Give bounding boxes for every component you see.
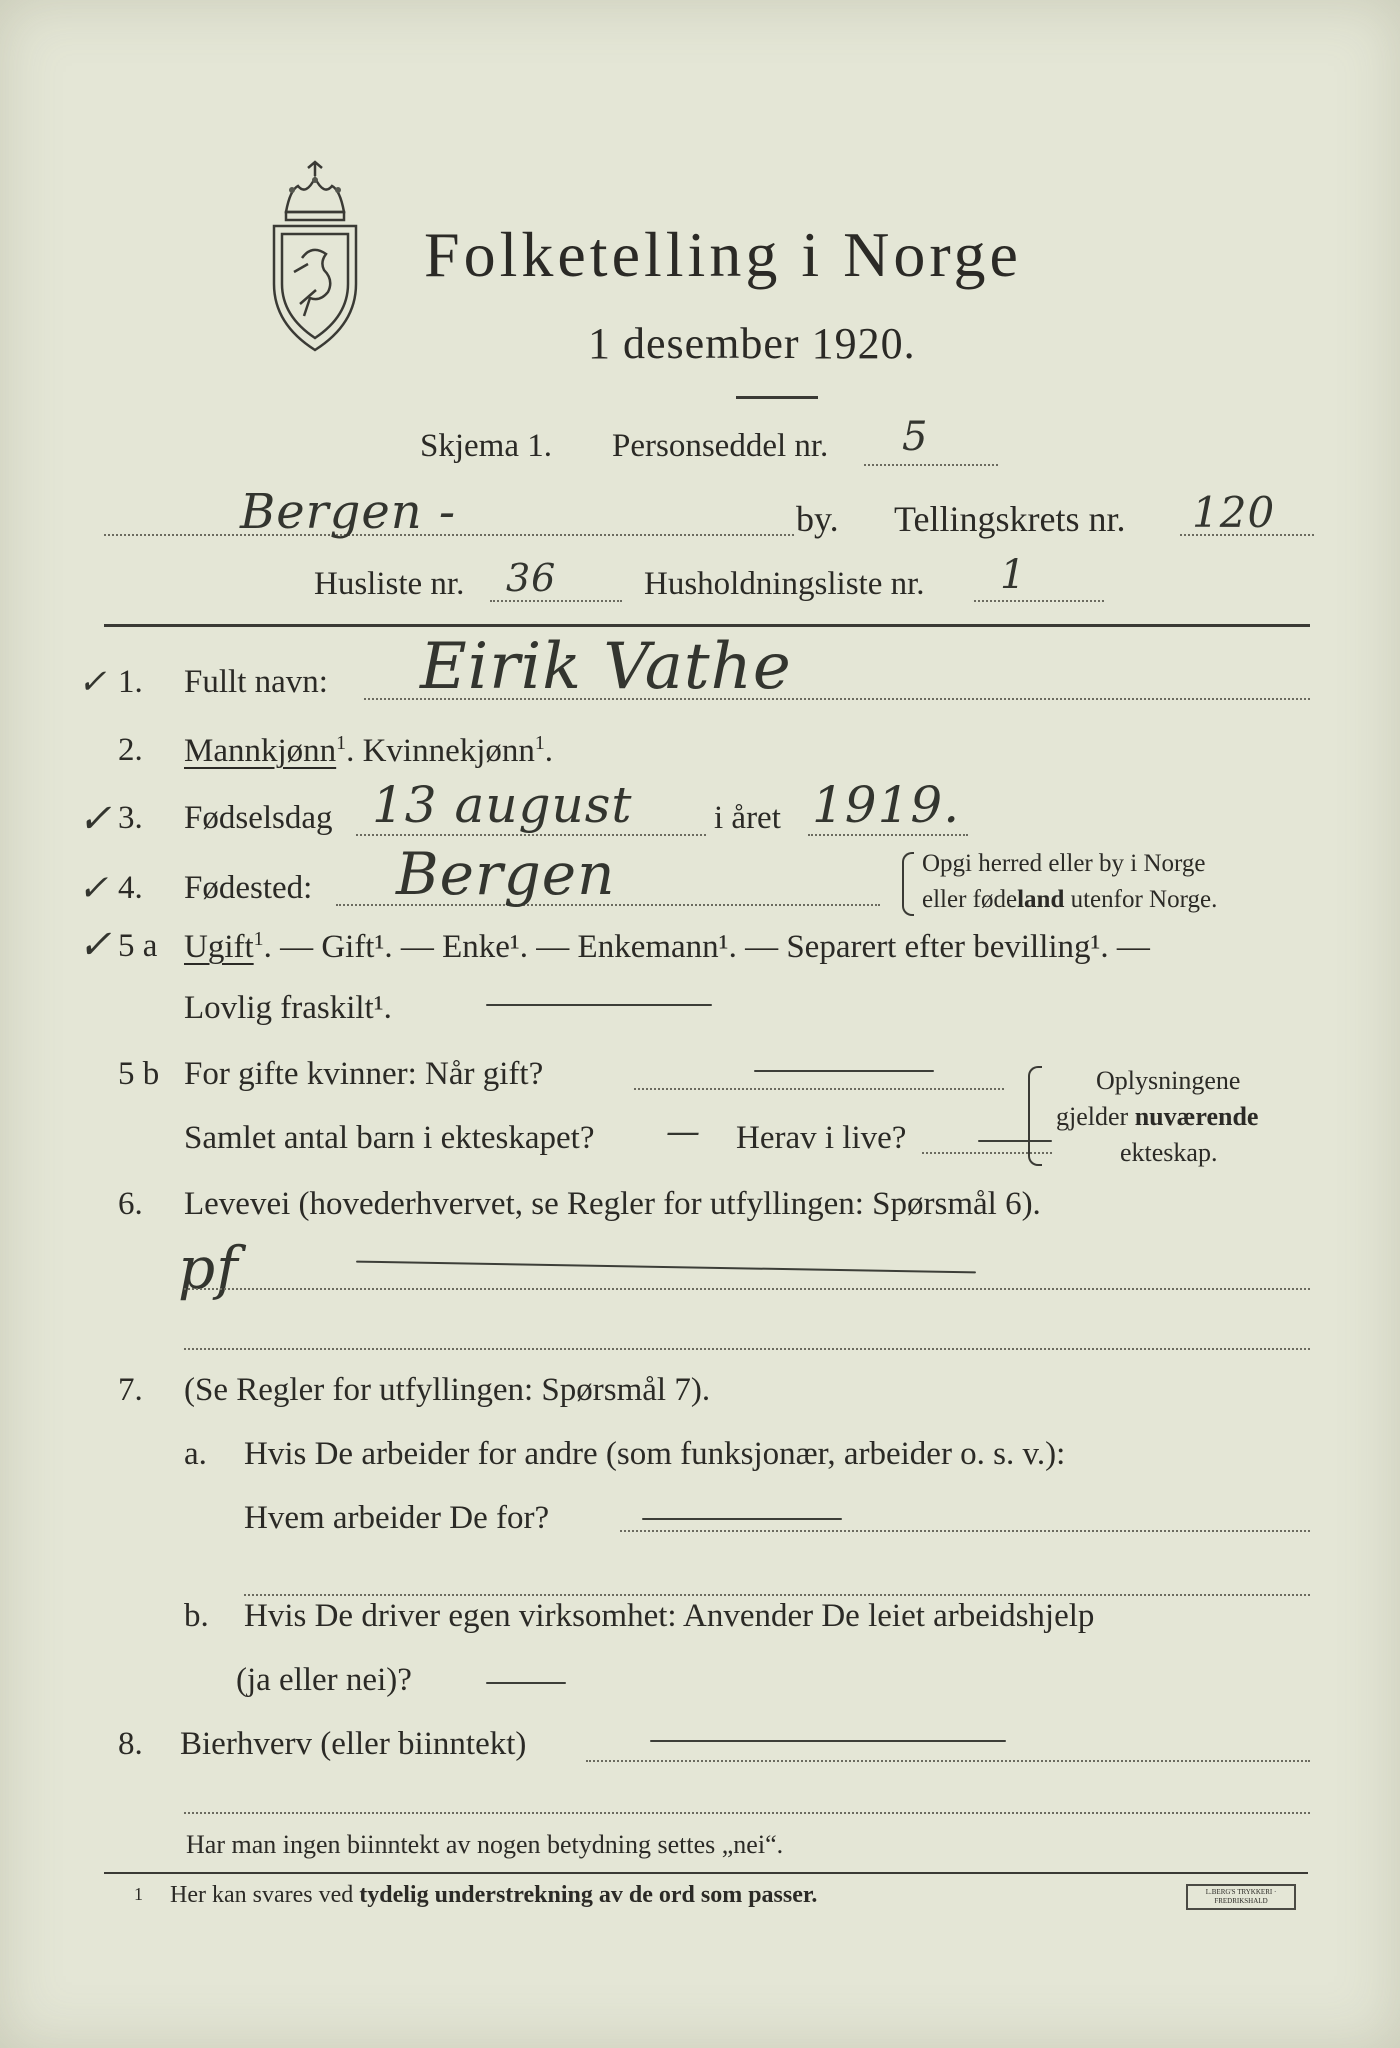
- q7b-letter: b.: [184, 1598, 209, 1634]
- footnote-text-pre: Her kan svares ved: [170, 1882, 360, 1908]
- city-value: Bergen -: [240, 484, 457, 540]
- q2-kvinne-option: Kvinnekjønn: [362, 733, 535, 769]
- husliste-value: 36: [506, 556, 557, 600]
- q5a-pen-stroke: [486, 1004, 712, 1006]
- q4-note-line2-pre: eller føde: [922, 886, 1018, 913]
- q5b-number: 5 b: [118, 1056, 160, 1092]
- q6-label: Levevei (hovederhvervet, se Regler for utfyllingen: Spørsmål 6).: [184, 1186, 1041, 1222]
- q7-number: 7.: [118, 1372, 143, 1408]
- q5a-other-options: . — Gift¹. — Enke¹. — Enkemann¹. — Separert efter bevilling¹. —: [263, 929, 1150, 965]
- q7b-pen-stroke: [486, 1682, 566, 1684]
- q3-day-value: 13 august: [372, 776, 633, 834]
- q5a-number: 5 a: [118, 928, 158, 964]
- q8-pen-stroke: [650, 1740, 1006, 1742]
- q3-checkmark: ✓: [78, 796, 113, 842]
- q7b-line1: Hvis De driver egen virksomhet: Anvender De leiet arbeidshjelp: [244, 1598, 1095, 1634]
- q5b-line1-dots: [634, 1088, 1004, 1090]
- q4-note-line2-post: utenfor Norge.: [1064, 886, 1218, 913]
- q7a-letter: a.: [184, 1436, 207, 1472]
- q1-label: Fullt navn:: [184, 664, 328, 700]
- q5b-note-line2: [1056, 1102, 1258, 1132]
- footnote-text: [170, 1882, 817, 1909]
- q4-note-line2-bold: land: [1017, 886, 1065, 913]
- q6-number: 6.: [118, 1186, 143, 1222]
- q7b-line2: (ja eller nei)?: [236, 1662, 412, 1698]
- q5a-checkmark: ✓: [78, 922, 113, 968]
- q4-note-line1: Opgi herred eller by i Norge: [922, 850, 1206, 877]
- footnote-rule: [104, 1872, 1308, 1874]
- q5b-note-line1: Oplysningene: [1096, 1066, 1241, 1095]
- q4-birthplace-value: Bergen: [396, 840, 616, 908]
- q4-number: 4.: [118, 870, 143, 906]
- q8-line2: [184, 1812, 1310, 1814]
- tellingskrets-label: Tellingskrets nr.: [894, 499, 1126, 539]
- personseddel-label: Personseddel nr.: [612, 428, 829, 464]
- husliste-line: [490, 600, 622, 602]
- personseddel-line: [864, 464, 998, 466]
- q4-note-brace: [902, 852, 914, 916]
- q5a-line2: Lovlig fraskilt¹.: [184, 990, 392, 1026]
- q3-year-line: [808, 834, 968, 836]
- q7a-pen-stroke: [642, 1518, 842, 1520]
- q3-number: 3.: [118, 800, 143, 836]
- q6-line1: [184, 1288, 1310, 1290]
- q6-occupation-value: pf: [178, 1234, 239, 1302]
- q8-line: [586, 1760, 1310, 1762]
- q5b-note-line2-pre: gjelder: [1056, 1102, 1135, 1131]
- q3-year-label: i året: [714, 800, 781, 836]
- q5b-note-line2-bold: nuværende: [1134, 1102, 1259, 1131]
- q5b-pen-stroke: [754, 1070, 934, 1072]
- header-rule: [104, 624, 1310, 627]
- q1-full-name-value: Eirik Vathe: [420, 630, 792, 704]
- q4-checkmark: ✓: [78, 868, 110, 909]
- husholdningsliste-value: 1: [1000, 552, 1027, 598]
- q7a-line2: Hvem arbeider De for?: [244, 1500, 550, 1536]
- q4-note-line2: [922, 886, 1217, 914]
- q2-number: 2.: [118, 732, 143, 768]
- q6-pen-stroke: [356, 1261, 976, 1274]
- husholdningsliste-line: [974, 600, 1104, 602]
- printer-stamp: [1186, 1884, 1296, 1910]
- title-divider: [736, 396, 818, 399]
- tellingskrets-value: 120: [1192, 488, 1276, 537]
- q3-year-value: 1919.: [812, 776, 961, 834]
- q1-number: 1.: [118, 664, 143, 700]
- q7a-line1: Hvis De arbeider for andre (som funksjonær, arbeider o. s. v.):: [244, 1436, 1066, 1472]
- q5b-children-value: —: [666, 1112, 701, 1152]
- q3-day-line: [356, 834, 706, 836]
- q7a-line2-dots: [244, 1594, 1310, 1596]
- census-date: 1 desember 1920.: [588, 319, 916, 368]
- by-label: by.: [796, 499, 839, 539]
- husliste-label: Husliste nr.: [314, 566, 465, 602]
- q5b-line2a: Samlet antal barn i ekteskapet?: [184, 1120, 595, 1156]
- q7a-line: [620, 1530, 1310, 1532]
- husholdningsliste-label: Husholdningsliste nr.: [644, 566, 925, 602]
- q7-label: (Se Regler for utfyllingen: Spørsmål 7).: [184, 1372, 711, 1408]
- footnote-mark: 1: [134, 1884, 143, 1904]
- printer-stamp-text: L.BERG'S TRYKKERI · FREDRIKSHALD: [1205, 1888, 1277, 1905]
- form-title: Folketelling i Norge: [424, 219, 1022, 290]
- q2-gender-options: Mannkjønn$^1$. Kvinnekjønn$^1$.: [184, 732, 554, 769]
- q5b-note-line3: ekteskap.: [1120, 1138, 1218, 1167]
- footnote-text-bold: tydelig understrekning av de ord som passer.: [359, 1882, 818, 1908]
- norwegian-coat-of-arms-icon: [256, 160, 374, 360]
- q6-line2: [184, 1348, 1310, 1350]
- q5b-note-brace: [1028, 1066, 1042, 1166]
- q3-label: Fødselsdag: [184, 800, 333, 836]
- personseddel-value: 5: [902, 414, 929, 460]
- q5a-ugift-option: Ugift: [184, 929, 254, 965]
- skjema-label: Skjema 1.: [420, 428, 552, 464]
- q2-mann-option: Mannkjønn: [184, 733, 337, 769]
- q4-label: Fødested:: [184, 870, 313, 906]
- q8-label: Bierhverv (eller biinntekt): [180, 1726, 527, 1762]
- q5a-marital-options: Ugift$^1$. — Gift¹. — Enke¹. — Enkemann¹. — Separert efter bevilling¹. —: [184, 928, 1150, 965]
- nei-instruction: Har man ingen biinntekt av nogen betydning settes „nei“.: [186, 1830, 784, 1859]
- q5b-line1: For gifte kvinner: Når gift?: [184, 1056, 544, 1092]
- q5b-line2b: Herav i live?: [736, 1120, 907, 1156]
- q1-checkmark: ✓: [78, 662, 108, 702]
- q8-number: 8.: [118, 1726, 143, 1762]
